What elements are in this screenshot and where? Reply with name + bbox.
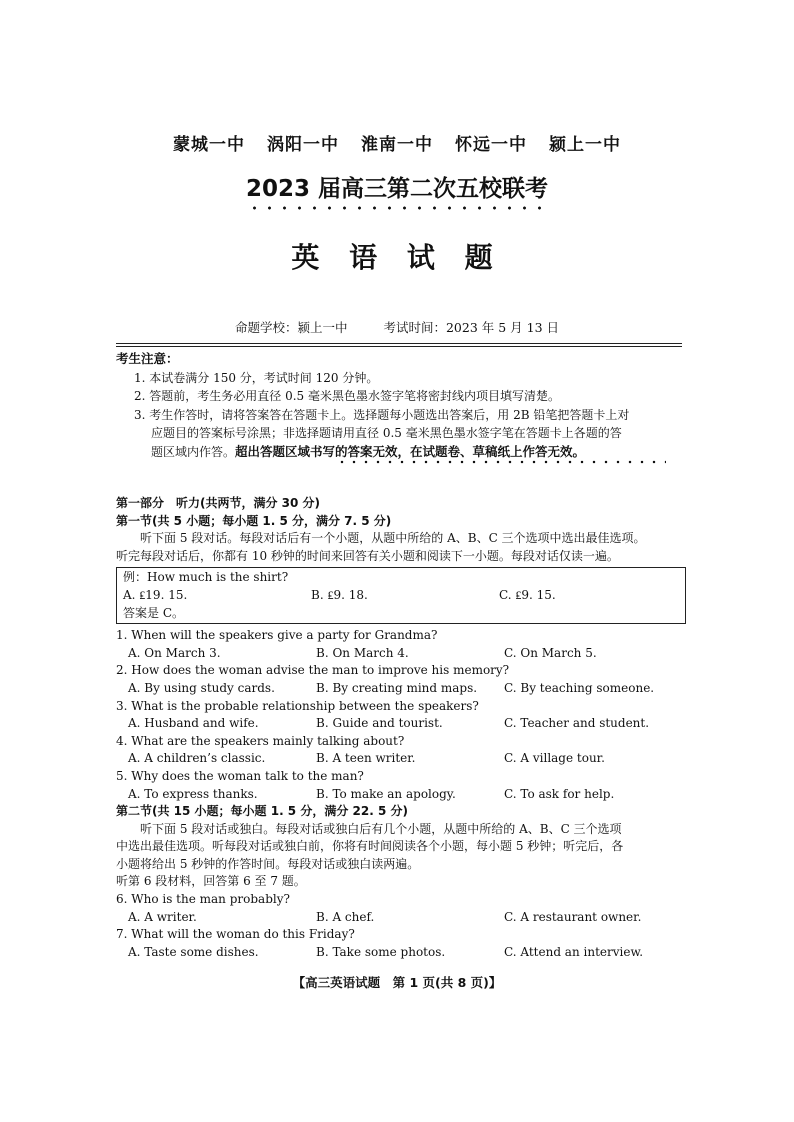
option-c: C. By teaching someone. [504, 680, 655, 695]
exam-time: 考试时间：2023 年 5 月 13 日 [383, 320, 560, 335]
question-text: 7. What will the woman do this Friday? [116, 927, 355, 942]
school-name: 蒙城一中 [173, 135, 245, 155]
question-block [116, 926, 686, 961]
question-options [116, 909, 686, 927]
school-name: 涡阳一中 [267, 135, 339, 155]
option-a: A. By using study cards. [128, 680, 275, 695]
question-options [116, 645, 686, 663]
school-name: 淮南一中 [361, 135, 433, 155]
option-c: C. ₤9. 15. [499, 587, 556, 602]
option-c: C. A restaurant owner. [504, 909, 642, 924]
school-name: 怀远一中 [455, 135, 527, 155]
option-b: B. A teen writer. [316, 751, 416, 766]
section-one-instructions-cont: 听完每段对话后，你都有 10 秒钟的时间来回答有关小题和阅读下一小题。每段对话仅读一遍。 [116, 548, 619, 563]
question-block [116, 891, 686, 926]
option-a: A. Taste some dishes. [128, 944, 259, 959]
setter-school: 命题学校：颍上一中 [234, 320, 348, 335]
option-b: B. Take some photos. [316, 944, 446, 959]
subject-title: 英 语 试 题 [291, 241, 503, 274]
notice-warning: 超出答题区域书写的答案无效，在试题卷、草稿纸上作答无效。 [235, 443, 586, 459]
option-a: A. A children’s classic. [128, 751, 266, 766]
option-b: B. A chef. [316, 909, 375, 924]
exam-title [0, 170, 794, 211]
question-text: 4. What are the speakers mainly talking about? [116, 733, 405, 748]
question-block [116, 733, 686, 768]
school-names [0, 130, 794, 155]
question-block [116, 627, 686, 662]
question-text: 5. Why does the woman talk to the man? [116, 768, 364, 783]
question-text: 6. Who is the man probably? [116, 892, 290, 907]
school-name: 颍上一中 [549, 135, 621, 155]
option-c: C. A village tour. [504, 751, 605, 766]
example-options [123, 587, 679, 605]
option-b: B. By creating mind maps. [316, 680, 478, 695]
question-options [116, 680, 686, 698]
question-text: 1. When will the speakers give a party for Grandma? [116, 628, 438, 643]
section-one-title: 第一节(共 5 小题；每小题 1. 5 分，满分 7. 5 分) [116, 513, 392, 528]
option-c: C. To ask for help. [504, 786, 615, 801]
notice-item: 3. 考生作答时，请将答案答在答题卡上。选择题每小题选出答案后，用 2B 铅笔把答题卡上对 [134, 407, 630, 422]
question-text: 2. How does the woman advise the man to improve his memory? [116, 663, 510, 678]
question-block [116, 662, 686, 697]
example-question: 例：How much is the shirt? [123, 570, 289, 585]
page-footer: 【高三英语试题 第 1 页(共 8 页)】 [292, 975, 502, 990]
question-block [116, 768, 686, 803]
divider [116, 346, 682, 347]
exam-title-text: 2023 届高三第二次五校联考 [245, 176, 549, 202]
option-b: B. Guide and tourist. [316, 716, 443, 731]
exam-meta [0, 318, 794, 336]
option-a: A. On March 3. [128, 645, 221, 660]
section-two-instructions-cont: 中选出最佳选项。听每段对话或独白前，你将有时间阅读各个小题，每小题 5 秒钟；听完后，各 [116, 839, 624, 854]
option-c: C. On March 5. [504, 645, 597, 660]
option-a: A. ₤19. 15. [123, 587, 188, 602]
notice-item: 1. 本试卷满分 150 分，考试时间 120 分钟。 [134, 370, 379, 385]
question-text: 3. What is the probable relationship between the speakers? [116, 698, 479, 713]
material-note: 听第 6 段材料，回答第 6 至 7 题。 [116, 874, 306, 889]
section-two-title: 第二节(共 15 小题；每小题 1. 5 分，满分 22. 5 分) [116, 804, 408, 819]
question-options [116, 715, 686, 733]
example-answer: 答案是 C。 [123, 605, 184, 620]
notice-item-text: 题区域内作答。 [151, 444, 236, 459]
option-a: A. A writer. [128, 909, 197, 924]
question-options [116, 750, 686, 768]
part-one-listening [116, 495, 686, 961]
option-c: C. Attend an interview. [504, 944, 644, 959]
option-a: A. To express thanks. [128, 786, 258, 801]
option-c: C. Teacher and student. [504, 716, 650, 731]
section-two-instructions-cont: 小题将给出 5 秒钟的作答时间。每段对话或独白读两遍。 [116, 856, 420, 871]
candidate-notice [116, 350, 686, 465]
part-title: 第一部分 听力(共两节，满分 30 分) [116, 496, 321, 510]
question-block [116, 698, 686, 733]
option-b: B. ₤9. 18. [311, 587, 368, 602]
notice-item: 2. 答题前，考生务必用直径 0.5 毫米黑色墨水签字笔将密封线内项目填写清楚。 [134, 389, 560, 403]
option-b: B. To make an apology. [316, 786, 456, 801]
example-box [116, 567, 686, 624]
section-two-instructions: 听下面 5 段对话或独白。每段对话或独白后有几个小题，从题中所给的 A、B、C 三个选项 [140, 821, 622, 836]
notice-item-cont: 应题目的答案标号涂黑；非选择题请用直径 0.5 毫米黑色墨水签字笔在答题卡上各题的答 [151, 426, 622, 440]
option-a: A. Husband and wife. [128, 716, 259, 731]
emphasis-dots [247, 205, 547, 211]
notice-title: 考生注意： [116, 351, 179, 366]
option-b: B. On March 4. [316, 645, 409, 660]
section-one-instructions: 听下面 5 段对话。每段对话后有一个小题，从题中所给的 A、B、C 三个选项中选出最佳选项。 [140, 531, 646, 546]
divider [116, 343, 682, 344]
question-options [116, 786, 686, 804]
question-options [116, 944, 686, 962]
